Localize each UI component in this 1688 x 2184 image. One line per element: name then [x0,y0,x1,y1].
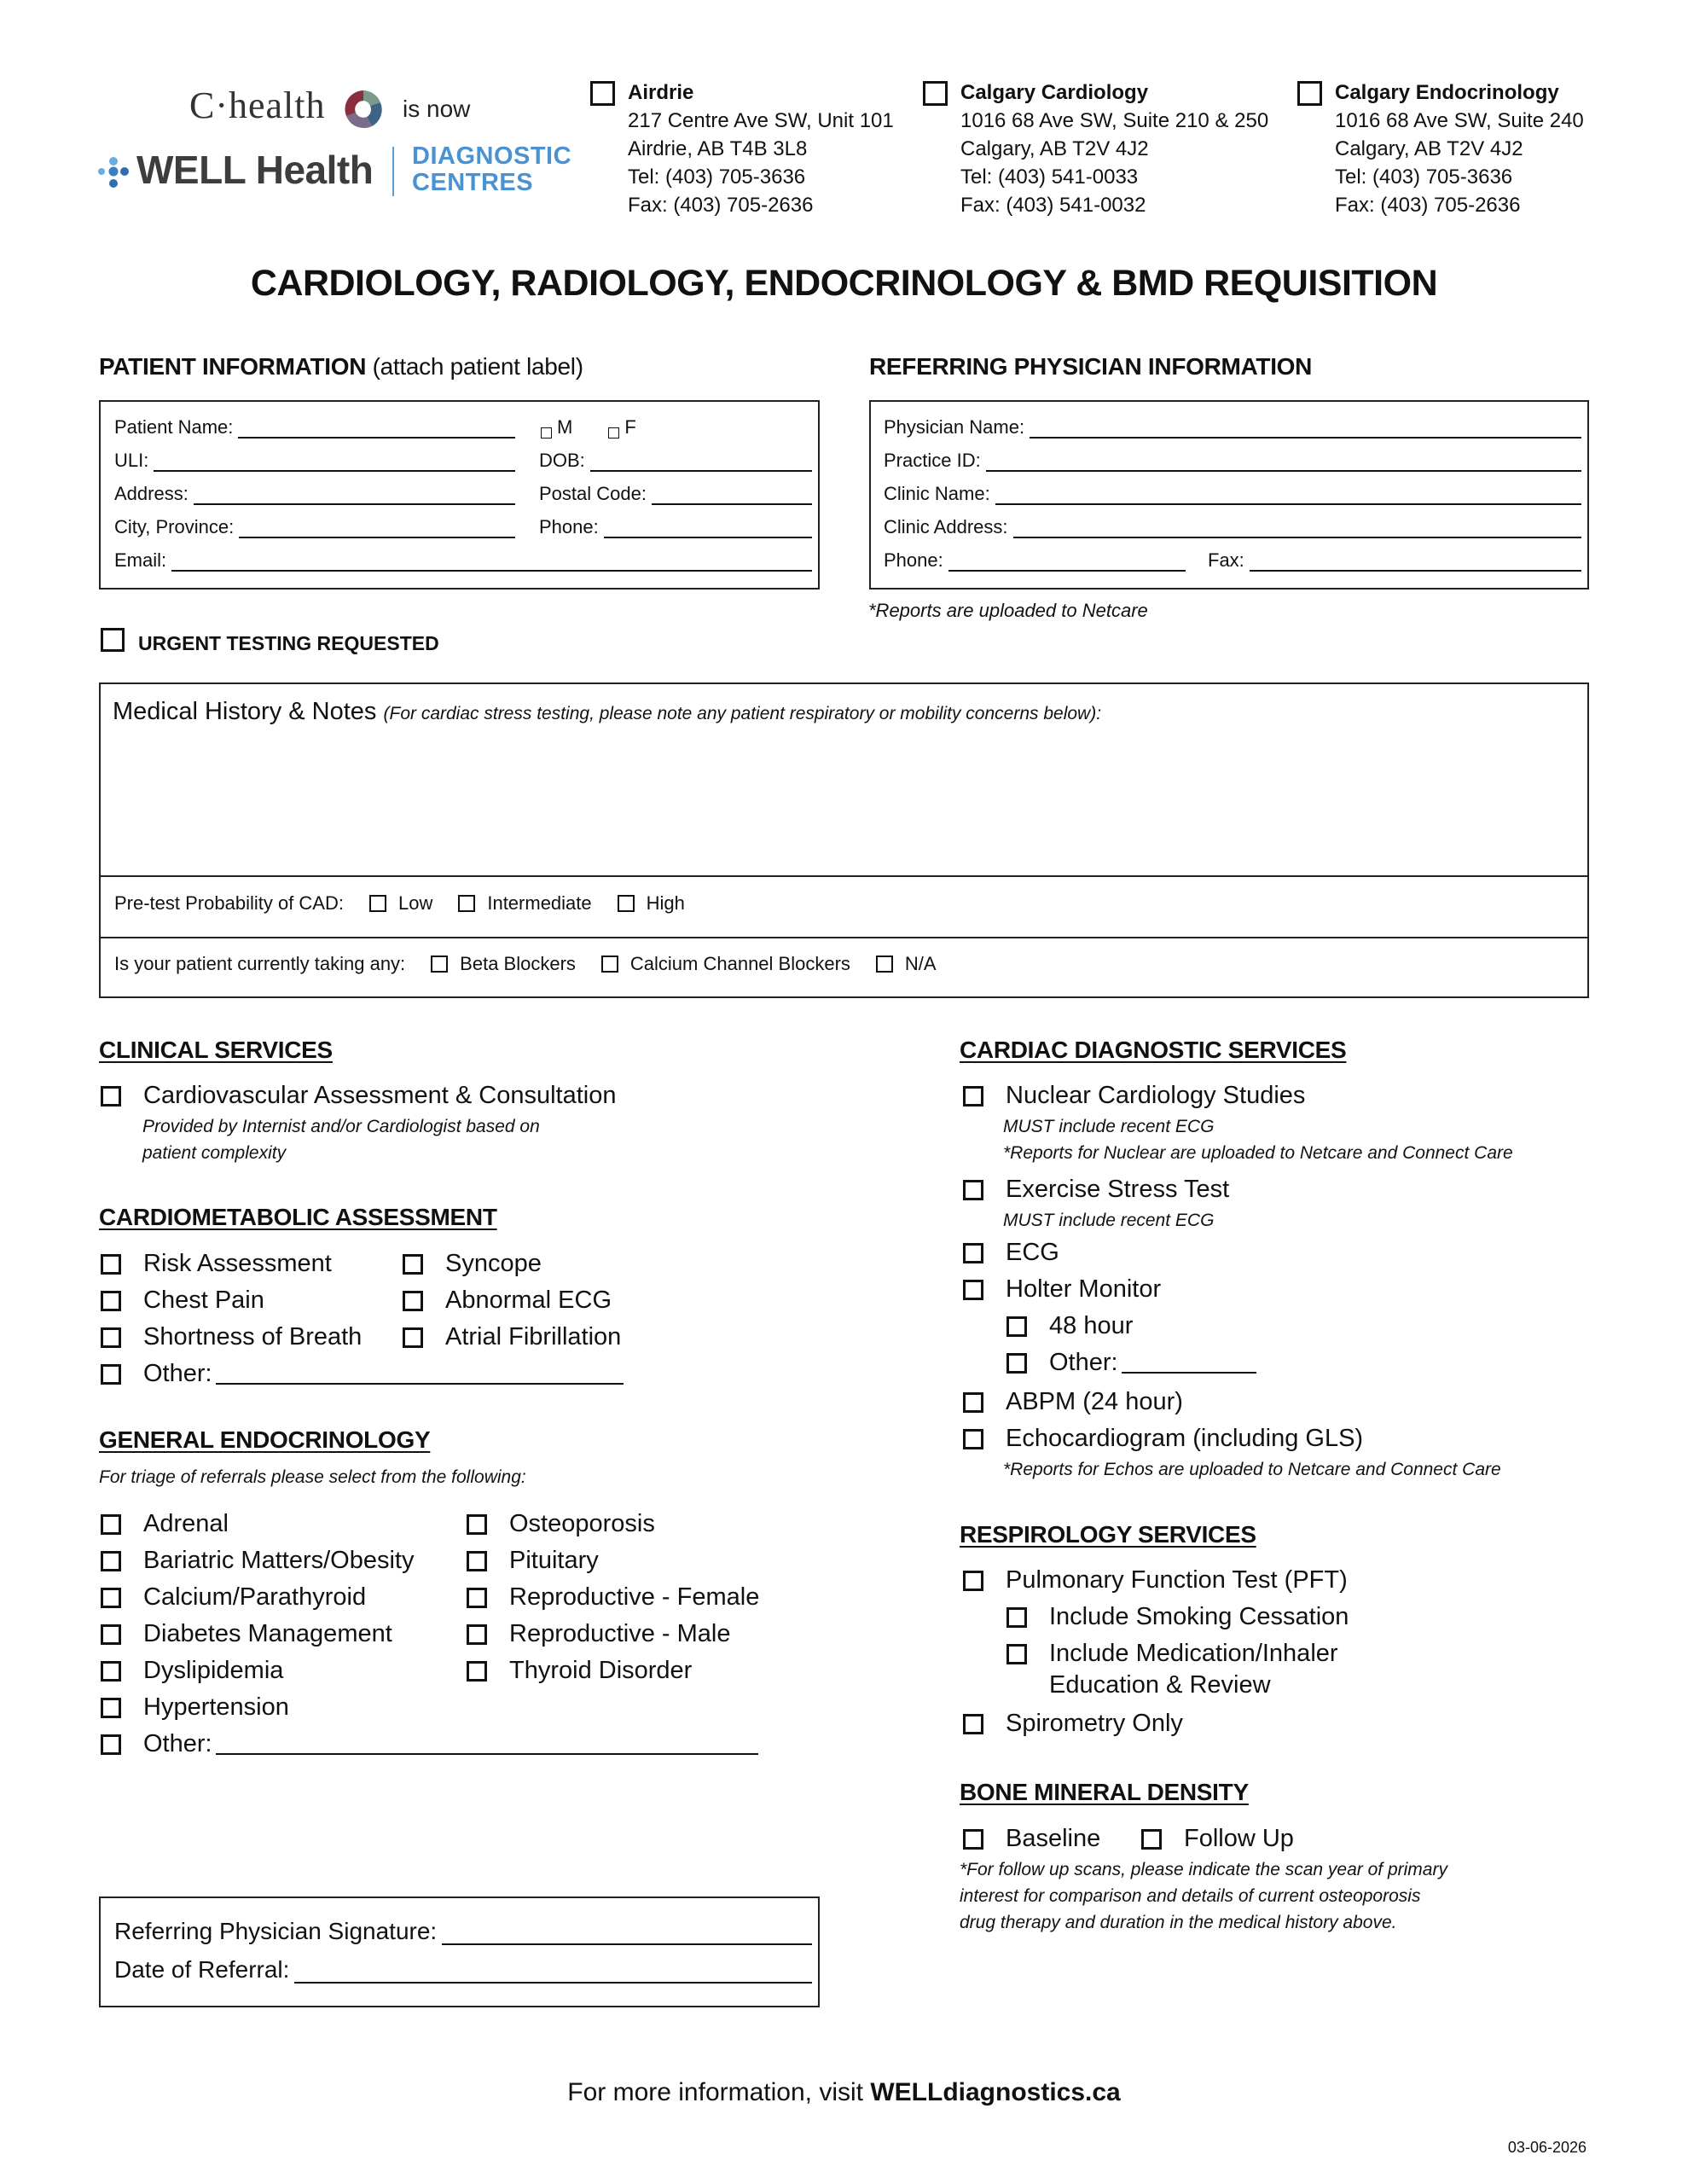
endo-option[interactable] [467,1620,731,1648]
option-label: Atrial Fibrillation [445,1323,622,1350]
option-label: Baseline [1006,1825,1101,1852]
spirometry-option[interactable] [963,1710,1183,1738]
nuclear-cardiology-option[interactable] [963,1082,1305,1110]
urgent-testing-option[interactable] [101,624,439,655]
location-name: Calgary Cardiology [960,81,1149,104]
cad-intermediate-checkbox[interactable] [458,895,475,912]
input-line[interactable] [239,521,515,538]
option-label: Exercise Stress Test [1006,1176,1230,1203]
medication-inhaler-line2: Education & Review [1049,1671,1271,1699]
location-name: Calgary Endocrinology [1335,81,1559,104]
beta-blockers-checkbox[interactable] [431,956,448,973]
cardiovascular-assessment-checkbox[interactable] [101,1086,121,1107]
location-calgary-endocrinology-checkbox[interactable] [1297,81,1322,106]
location-address: 1016 68 Ave SW, Suite 210 & 250 [960,109,1269,132]
location-tel: Tel: (403) 541-0033 [960,166,1139,189]
location-address: 217 Centre Ave SW, Unit 101 [628,109,894,132]
stress-note: MUST include recent ECG [1003,1211,1215,1230]
checkbox[interactable] [101,1661,121,1682]
checkbox[interactable] [963,1280,983,1300]
practice-id-field[interactable] [884,450,1581,472]
input-line[interactable] [590,455,812,472]
checkbox[interactable] [963,1086,983,1107]
location-city: Airdrie, AB T4B 3L8 [628,137,808,160]
location-city: Calgary, AB T2V 4J2 [1335,137,1523,160]
option-label: Spirometry Only [1006,1710,1183,1737]
cardiovascular-assessment-note [142,1113,540,1166]
cad-low-checkbox[interactable] [369,895,386,912]
bmd-heading: BONE MINERAL DENSITY [960,1779,1249,1805]
cardiometabolic-option[interactable] [101,1250,332,1278]
input-line[interactable] [948,555,1186,572]
patient-name-field[interactable] [114,416,515,439]
input-line[interactable] [294,1961,812,1984]
location-airdrie-checkbox[interactable] [590,81,615,106]
option-label: Reproductive - Male [509,1620,731,1647]
field-label: City, Province: [114,516,235,537]
patient-heading-text: PATIENT INFORMATION [99,353,367,380]
checkbox[interactable] [467,1551,487,1571]
email-field[interactable] [114,549,812,572]
checkbox[interactable] [467,1661,487,1682]
sex-m-label: M [557,416,573,438]
cardiometabolic-option[interactable] [101,1287,264,1315]
field-label: ULI: [114,450,149,471]
location-tel: Tel: (403) 705-3636 [1335,166,1513,189]
centres-line: CENTRES [412,169,534,196]
checkbox[interactable] [101,1551,121,1571]
chealth-logo-text: C·health [189,84,326,126]
patient-info-heading [99,353,583,380]
cad-label: Pre-test Probability of CAD: [114,892,344,914]
physician-fax-field[interactable] [1208,549,1581,572]
patient-heading-note: (attach patient label) [372,353,583,380]
checkbox[interactable] [963,1180,983,1200]
field-label: Date of Referral: [114,1956,290,1983]
divider [101,937,1587,938]
field-label: Patient Name: [114,416,234,438]
input-line[interactable] [1030,421,1581,439]
cardiovascular-assessment-option[interactable] [101,1082,616,1110]
checkbox[interactable] [101,1734,121,1755]
patient-phone-field[interactable] [539,516,812,538]
option-label: Abnormal ECG [445,1287,612,1314]
checkbox[interactable] [1006,1316,1027,1337]
nuclear-note [1003,1113,1513,1166]
footer-text: For more information, visit [567,2078,871,2106]
location-fax: Fax: (403) 705-2636 [628,194,814,217]
option-label: Follow Up [1184,1825,1294,1852]
dob-field[interactable] [539,450,812,472]
calcium-channel-blockers-label: Calcium Channel Blockers [629,953,850,974]
echocardiogram-option[interactable] [963,1425,1363,1453]
website-link[interactable]: WELLdiagnostics.ca [870,2078,1121,2106]
field-label: Phone: [884,549,943,571]
input-line[interactable] [1013,521,1581,538]
field-label: Practice ID: [884,450,981,471]
respirology-heading: RESPIROLOGY SERVICES [960,1521,1256,1548]
cardiac-diagnostic-heading: CARDIAC DIAGNOSTIC SERVICES [960,1037,1347,1063]
well-health-logo-text: WELL Health [136,148,374,192]
other-input-line[interactable] [216,1734,758,1755]
checkbox[interactable] [963,1392,983,1413]
holter-48-option[interactable] [1006,1312,1133,1340]
location-tel: Tel: (403) 705-3636 [628,166,806,189]
option-label: Dyslipidemia [143,1657,284,1684]
checkbox[interactable] [101,1624,121,1645]
option-label: Shortness of Breath [143,1323,363,1350]
clinic-address-field[interactable] [884,516,1581,538]
checkbox[interactable] [1006,1607,1027,1628]
option-label: ABPM (24 hour) [1006,1388,1183,1415]
medical-history-input[interactable] [111,735,1578,865]
signature-box [99,1896,820,2007]
clinical-services-heading: CLINICAL SERVICES [99,1037,333,1063]
option-label: Reproductive - Female [509,1583,760,1611]
postal-code-field[interactable] [539,483,812,505]
holter-option[interactable] [963,1275,1161,1304]
beta-blockers-label: Beta Blockers [460,953,576,974]
medications-row [114,953,937,975]
sex-m-checkbox[interactable] [541,427,552,439]
field-label: Postal Code: [539,483,647,504]
option-label: ECG [1006,1239,1059,1266]
input-line[interactable] [442,1923,812,1945]
other-input-line[interactable] [1122,1353,1256,1374]
footer-info [0,2078,1688,2107]
note-line: patient complexity [142,1143,287,1163]
exercise-stress-option[interactable] [963,1176,1229,1204]
endo-option[interactable] [467,1583,759,1612]
physician-name-field[interactable] [884,416,1581,439]
endo-option[interactable] [101,1620,392,1648]
cardiometabolic-option[interactable] [403,1287,612,1315]
endo-option[interactable] [467,1547,599,1575]
checkbox[interactable] [101,1291,121,1311]
endocrinology-note: For triage of referrals please select from the following: [99,1467,526,1487]
other-input-line[interactable] [216,1364,624,1385]
cad-intermediate-label: Intermediate [487,892,592,914]
checkbox[interactable] [1006,1644,1027,1664]
option-label: Calcium/Parathyroid [143,1583,367,1611]
physician-info-heading: REFERRING PHYSICIAN INFORMATION [869,353,1313,380]
input-line[interactable] [154,455,515,472]
checkbox[interactable] [403,1291,423,1311]
option-label: Pituitary [509,1547,599,1574]
urgent-testing-label: URGENT TESTING REQUESTED [138,632,439,654]
medications-label: Is your patient currently taking any: [114,953,406,974]
option-label: Syncope [445,1250,542,1277]
diagnostic-line: DIAGNOSTIC [412,142,572,170]
cad-high-label: High [646,892,685,914]
medical-history-note: (For cardiac stress testing, please note any patient respiratory or mobility concerns below): [383,704,1102,723]
well-health-dots-icon [96,156,131,190]
checkbox[interactable] [101,1327,121,1348]
note-line: *For follow up scans, please indicate the scan year of primary [960,1860,1447,1879]
location-address: 1016 68 Ave SW, Suite 240 [1335,109,1584,132]
option-label: Include Medication/Inhaler [1049,1640,1338,1667]
divider [101,875,1587,877]
location-city: Calgary, AB T2V 4J2 [960,137,1149,160]
option-label: Include Smoking Cessation [1049,1603,1349,1630]
note-line: MUST include recent ECG [1003,1117,1215,1136]
cad-probability-row [114,892,685,915]
checkbox[interactable] [101,1364,121,1385]
field-label: Fax: [1208,549,1244,571]
input-line[interactable] [604,521,812,538]
date-of-referral-field[interactable] [114,1956,812,1984]
medical-history-label [113,698,1101,726]
endo-option[interactable] [101,1693,289,1722]
checkbox[interactable] [963,1829,983,1850]
calcium-channel-blockers-checkbox[interactable] [601,956,618,973]
location-fax: Fax: (403) 541-0032 [960,194,1146,217]
location-calgary-cardiology-checkbox[interactable] [923,81,948,106]
form-date: 03-06-2026 [1507,2139,1586,2156]
echo-note: *Reports for Echos are uploaded to Netcare and Connect Care [1003,1460,1501,1479]
endo-option[interactable] [101,1657,283,1685]
cardiometabolic-option[interactable] [403,1323,621,1351]
input-line[interactable] [1250,555,1581,572]
logo-divider [392,147,394,196]
signature-field[interactable] [114,1918,812,1945]
cardiovascular-assessment-label: Cardiovascular Assessment & Consultation [143,1082,617,1109]
input-line[interactable] [171,555,812,572]
checkbox[interactable] [101,1514,121,1535]
chealth-ring-icon [341,87,386,131]
checkbox[interactable] [1006,1353,1027,1374]
field-label: Clinic Address: [884,516,1008,537]
bmd-baseline-option[interactable] [963,1825,1100,1853]
cad-low-label: Low [397,892,433,914]
checkbox[interactable] [1141,1829,1162,1850]
endo-option[interactable] [101,1583,366,1612]
option-label: Diabetes Management [143,1620,392,1647]
input-line[interactable] [995,488,1581,505]
clinic-name-field[interactable] [884,483,1581,505]
input-line[interactable] [194,488,515,505]
location-calgary-cardiology [960,78,1268,219]
uli-field[interactable] [114,450,515,472]
other-label: Other: [143,1360,212,1387]
medication-inhaler-option[interactable] [1006,1640,1338,1668]
note-line: Provided by Internist and/or Cardiologist based on [142,1117,540,1136]
physician-phone-field[interactable] [884,549,1186,572]
sex-options [541,416,711,439]
option-label: Adrenal [143,1510,229,1537]
endo-option[interactable] [467,1510,655,1538]
cardiometabolic-option[interactable] [101,1323,362,1351]
ecg-option[interactable] [963,1239,1059,1267]
endo-option[interactable] [101,1547,414,1575]
input-line[interactable] [652,488,812,505]
medical-history-title: Medical History & Notes [113,698,377,725]
page-title: CARDIOLOGY, RADIOLOGY, ENDOCRINOLOGY & BMD REQUISITION [250,263,1438,304]
cardiometabolic-heading: CARDIOMETABOLIC ASSESSMENT [99,1204,497,1230]
endocrinology-heading: GENERAL ENDOCRINOLOGY [99,1426,431,1453]
city-province-field[interactable] [114,516,515,538]
field-label: Referring Physician Signature: [114,1918,438,1944]
option-label: Holter Monitor [1006,1275,1162,1303]
holter-other-option[interactable] [1006,1349,1256,1377]
location-fax: Fax: (403) 705-2636 [1335,194,1521,217]
location-calgary-endocrinology [1335,78,1584,219]
is-now-text: is now [403,96,471,122]
address-field[interactable] [114,483,515,505]
checkbox[interactable] [963,1429,983,1449]
bmd-followup-option[interactable] [1141,1825,1294,1853]
diagnostic-centres-text [412,143,571,196]
endo-option[interactable] [467,1657,692,1685]
note-line: interest for comparison and details of current osteoporosis [960,1886,1421,1906]
sex-f-checkbox[interactable] [608,427,619,439]
urgent-testing-checkbox[interactable] [101,628,125,652]
note-line: *Reports for Nuclear are uploaded to Netcare and Connect Care [1003,1143,1513,1163]
netcare-note: *Reports are uploaded to Netcare [868,600,1148,621]
sex-f-label: F [624,416,636,438]
checkbox[interactable] [963,1571,983,1591]
cardiometabolic-option[interactable] [403,1250,542,1278]
option-label: Osteoporosis [509,1510,655,1537]
checkbox[interactable] [403,1327,423,1348]
checkbox[interactable] [963,1714,983,1734]
option-label: Bariatric Matters/Obesity [143,1547,415,1574]
checkbox[interactable] [467,1514,487,1535]
checkbox[interactable] [101,1588,121,1608]
field-label: Clinic Name: [884,483,990,504]
field-label: Address: [114,483,189,504]
field-label: Email: [114,549,167,571]
smoking-cessation-option[interactable] [1006,1603,1349,1631]
option-label: 48 hour [1049,1312,1134,1339]
pft-option[interactable] [963,1566,1348,1594]
medications-na-checkbox[interactable] [876,956,893,973]
other-label: Other: [143,1730,212,1757]
bmd-note [960,1856,1447,1936]
option-label: Nuclear Cardiology Studies [1006,1082,1306,1109]
checkbox[interactable] [963,1243,983,1263]
option-label: Risk Assessment [143,1250,332,1277]
endo-option[interactable] [101,1510,229,1538]
checkbox[interactable] [101,1698,121,1718]
field-label: Physician Name: [884,416,1025,438]
checkbox[interactable] [101,1254,121,1275]
checkbox[interactable] [403,1254,423,1275]
field-label: DOB: [539,450,585,471]
endo-other-option[interactable] [101,1730,758,1758]
option-label: Thyroid Disorder [509,1657,693,1684]
option-label: Pulmonary Function Test (PFT) [1006,1566,1348,1594]
other-label: Other: [1049,1349,1118,1376]
checkbox[interactable] [467,1588,487,1608]
option-label: Hypertension [143,1693,289,1721]
option-label: Chest Pain [143,1287,264,1314]
input-line[interactable] [986,455,1581,472]
medications-na-label: N/A [904,953,937,974]
cad-high-checkbox[interactable] [618,895,635,912]
location-airdrie [628,78,894,219]
cardiometabolic-other-option[interactable] [101,1360,624,1388]
note-line: drug therapy and duration in the medical history above. [960,1913,1397,1932]
checkbox[interactable] [467,1624,487,1645]
location-name: Airdrie [628,81,694,104]
abpm-option[interactable] [963,1388,1183,1416]
input-line[interactable] [238,421,515,439]
field-label: Phone: [539,516,599,537]
option-label: Echocardiogram (including GLS) [1006,1425,1364,1452]
